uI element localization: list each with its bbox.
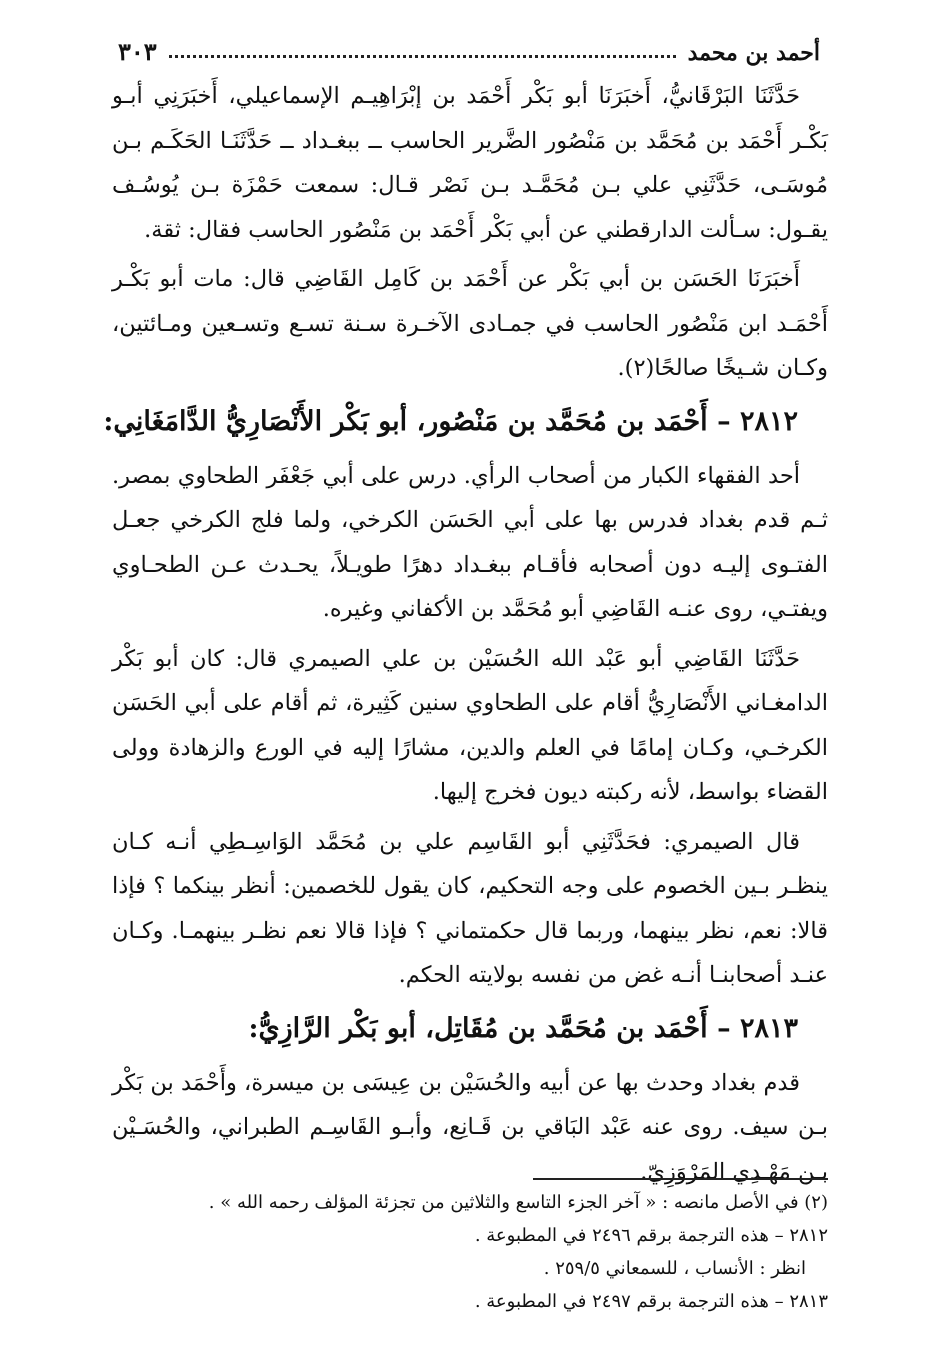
paragraph: حَدَّثَنَا البَرْقَانيُّ، أَخبَرَنَا أبو بَكْر أَحْمَد بن إبْرَاهِيـم الإسماعيلي، أَخبَرَنِي أبـو بَكْـر أَحْمَد بن مُحَمَّد بن مَنْصُور الضَّرير الحاسب ــ ببغـداد ــ حَدَّثَنَـا الحَكَـم بـن مُوسَـى، حَدَّثَنِي علي بـن مُحَمَّـد بـن نَصْر قـال: سمعت حَمْزَة بـن يُوسُـف يقـول: سـألت الدارقطني عن أبي بَكْر أَحْمَد بن مَنْصُور الحاسب فقال: ثقة. [112, 83, 828, 243]
paragraph: أَخبَرَنَا الحَسَن بن أبي بَكْر عن أَحْمَد بن كَامِل القَاضِي قال: مات أبو بَكْـر أَحْمَـد ابن مَنْصُور الحاسب في جمـادى الآخـرة سـنة تسـع وتسـعين ومـائتين، وكـان شـيخًا صالحًا(٢). [112, 266, 828, 381]
paragraph: حَدَّثَنَا القَاضِي أبو عَبْد الله الحُسَيْن بن علي الصيمري قال: كان أبو بَكْر الدامغـاني الأَنْصَارِيُّ أقام على الطحاوي سنين كَثِيرة، ثم أقام على أبي الحَسَن الكرخـي، وكـان إمامًا في العلم والدين، مشارًا إليه في الورع والزهادة وولى القضاء بواسط، لأنه ركبته ديون فخرج إليها. [112, 645, 828, 805]
entry-title-2812: ٢٨١٢ – أَحْمَد بن مُحَمَّد بن مَنْصُور، أبو بَكْر الأَنْصَارِيُّ الدَّامَغَانِي: [103, 405, 798, 437]
page-number: ٣٠٣ [118, 37, 157, 66]
page-header [118, 26, 820, 66]
footnotes [170, 1186, 828, 1318]
footnote: ٢٨١٣ – هذه الترجمة برقم ٢٤٩٧ في المطبوعة . [474, 1291, 828, 1312]
header-dotted-leader [169, 55, 676, 58]
paragraph: أحد الفقهاء الكبار من أصحاب الرأي. درس على أبي جَعْفَر الطحاوي بمصر. ثـم قدم بغداد فدرس بها على أبي الحَسَن الكرخي، ولما فلج الكرخي جعـل الفتـوى إليـه دون أصحابه فأقـام ببغـداد دهرًا طويـلاً، يحـدث عـن الطحـاوي ويفتـي، روى عنـه القَاضِي أبو مُحَمَّد بن الأكفاني وغيره. [112, 462, 828, 622]
paragraph: قدم بغداد وحدث بها عن أبيه والحُسَيْن بن عِيسَى بن ميسرة، وأَحْمَد بن بَكْر بـن سيف. روى عنه عَبْد البَاقي بن قَـانِع، وأبـو القَاسِـم الطبراني، والحُسَـيْن بـن مَهْـدِي المَرْوَزِيّ. [112, 1069, 828, 1185]
page-body [103, 74, 828, 1199]
paragraph: قال الصيمري: فحَدَّثَنِي أبو القَاسِم علي بن مُحَمَّد الوَاسِـطِي أنـه كـان ينظـر بـين الخصوم على وجه التحكيم، كان يقول للخصمين: أنظر بينكما ؟ فإذا قالا: نعم، نظر بينهما، وربما قال حكمتماني ؟ فإذا قالا نعم نظـر بينهمـا. وكـان عنـد أصحابنـا أنـه غض من نفسه بولايته الحكم. [112, 828, 828, 988]
footnote: (٢) في الأصل مانصه : « آخر الجزء التاسع والثلاثين من تجزئة المؤلف رحمه الله » . [208, 1192, 828, 1213]
footnote: ٢٨١٢ – هذه الترجمة برقم ٢٤٩٦ في المطبوعة . [474, 1225, 828, 1246]
entry-title-2813: ٢٨١٣ – أَحْمَد بن مُحَمَّد بن مُقَاتِل، أبو بَكْر الرَّازِيُّ: [248, 1012, 798, 1044]
footnote: انظر : الأنساب ، للسمعاني ٢٥٩/٥ . [543, 1258, 806, 1279]
footnote-separator [533, 1178, 828, 1180]
running-title: أحمد بن محمد [687, 40, 820, 66]
